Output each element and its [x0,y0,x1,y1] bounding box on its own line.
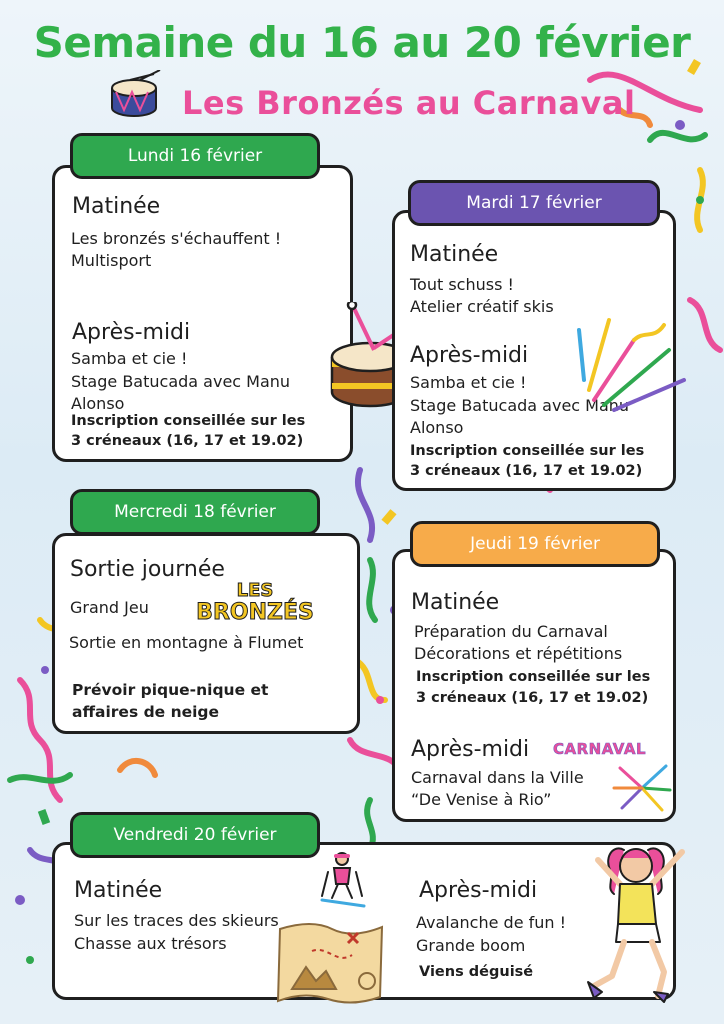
thursday-note-line-1: Inscription conseillée sur les [416,669,651,685]
logo-line-1: LES [236,580,274,601]
wednesday-line-2: Sortie en montagne à Flumet [69,633,304,652]
friday-afternoon-heading: Après-midi [419,878,538,903]
friday-morning-line-1: Sur les traces des skieurs [74,911,279,930]
monday-morning-heading: Matinée [72,194,161,219]
thursday-morning-line-2: Décorations et répétitions [414,644,623,663]
wednesday-note-line-1: Prévoir pique-nique et [72,681,269,699]
tuesday-morning-heading: Matinée [410,242,499,267]
monday-note-line-2: 3 créneaux (16, 17 et 19.02) [71,433,304,449]
page-subtitle: Les Bronzés au Carnaval [182,84,636,122]
tab-friday: Vendredi 20 février [70,812,320,858]
tab-wednesday: Mercredi 18 février [70,489,320,535]
tuesday-afternoon-line-2: Stage Batucada avec Manu [410,396,630,415]
monday-afternoon-line-1: Samba et cie ! [71,349,188,368]
tuesday-afternoon-heading: Après-midi [410,343,529,368]
thursday-morning-heading: Matinée [411,590,500,615]
tab-monday: Lundi 16 février [70,133,320,179]
thursday-note-line-2: 3 créneaux (16, 17 et 19.02) [416,690,649,706]
thursday-afternoon-heading: Après-midi [411,737,530,762]
monday-morning-line-2: Multisport [71,251,152,270]
confetti-icon [610,760,674,816]
tuesday-note-line-1: Inscription conseillée sur les [410,443,645,459]
wednesday-line-1: Grand Jeu [70,598,149,617]
friday-afternoon-line-2: Grande boom [416,936,526,955]
logo-line-2: BRONZÉS [196,600,314,625]
carnaval-logo: CARNAVAL [553,740,647,758]
tuesday-note-line-2: 3 créneaux (16, 17 et 19.02) [410,463,643,479]
monday-afternoon-heading: Après-midi [72,320,191,345]
friday-afternoon-note: Viens déguisé [419,964,534,980]
page-title: Semaine du 16 au 20 février [33,18,691,67]
drum-icon [104,70,164,122]
tab-thursday: Jeudi 19 février [410,521,660,567]
friday-morning-line-2: Chasse aux trésors [74,934,227,953]
wednesday-note-line-2: affaires de neige [72,703,220,721]
wednesday-heading: Sortie journée [70,557,225,582]
tuesday-morning-line-1: Tout schuss ! [410,275,514,294]
skier-icon [318,850,368,908]
tab-tuesday: Mardi 17 février [408,180,660,226]
monday-morning-line-1: Les bronzés s'échauffent ! [71,229,282,248]
monday-afternoon-line-2: Stage Batucada avec Manu [71,372,291,391]
dancing-girl-icon [584,836,696,1004]
thursday-afternoon-line-1: Carnaval dans la Ville [411,768,584,787]
les-bronzes-logo [196,580,314,636]
monday-afternoon-line-3: Alonso [71,394,125,413]
tuesday-afternoon-line-1: Samba et cie ! [410,373,527,392]
thursday-afternoon-line-2: “De Venise à Rio” [411,790,552,809]
monday-note-line-1: Inscription conseillée sur les [71,413,306,429]
thursday-morning-line-1: Préparation du Carnaval [414,622,608,641]
tuesday-afternoon-line-3: Alonso [410,418,464,437]
friday-afternoon-line-1: Avalanche de fun ! [416,913,567,932]
treasure-map-icon [272,915,390,1011]
confetti-icon [574,300,694,420]
tuesday-morning-line-2: Atelier créatif skis [410,297,554,316]
friday-morning-heading: Matinée [74,878,163,903]
